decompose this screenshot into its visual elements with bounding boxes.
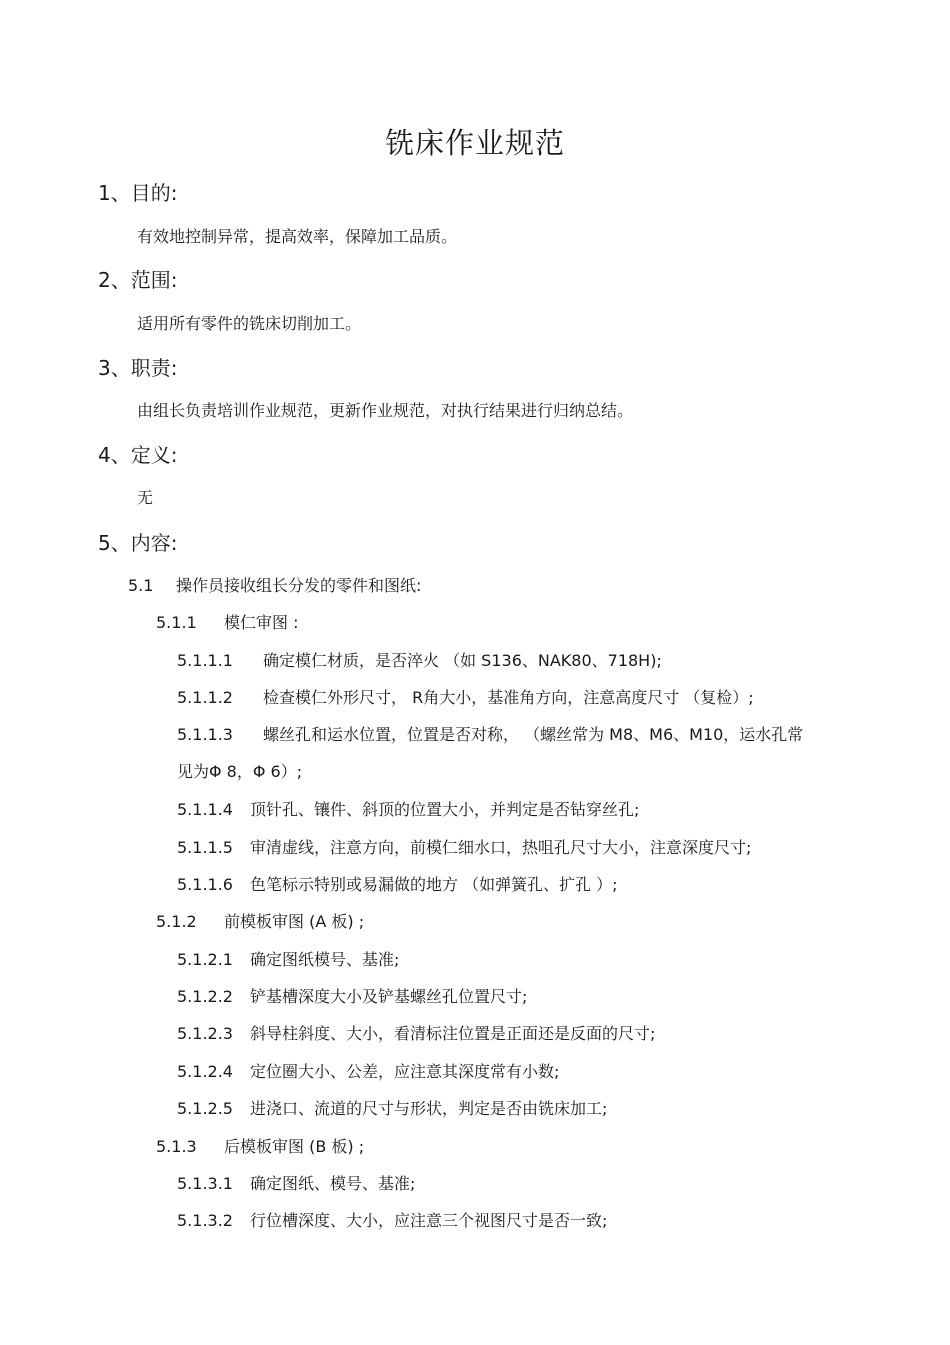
clause-5-1-2-5	[177, 1097, 607, 1121]
clause-5-1-3-2	[177, 1209, 607, 1233]
clause-number: 5.1.2	[156, 912, 197, 931]
clause-text: 色笔标示特别或易漏做的地方 （如弹簧孔、扩孔 ）;	[250, 875, 618, 894]
clause-text: 模仁审图 :	[224, 613, 299, 632]
clause-5-1-3-1	[177, 1172, 415, 1196]
clause-text: 后模板审图 (B 板) ;	[224, 1137, 365, 1156]
clause-text: 铲基槽深度大小及铲基螺丝孔位置尺寸;	[250, 987, 528, 1006]
clause-text: 前模板审图 (A 板) ;	[224, 912, 365, 931]
clause-5-1-1-5	[177, 836, 751, 860]
clause-5-1-1	[156, 611, 298, 635]
clause-number: 5.1.1	[156, 613, 197, 632]
clause-number: 5.1.2.3	[177, 1024, 233, 1043]
clause-number: 5.1.1.1	[177, 651, 233, 670]
clause-number: 5.1.2.2	[177, 987, 233, 1006]
clause-5-1-2	[156, 910, 364, 934]
clause-5-1-2-2	[177, 985, 527, 1009]
section-heading-content: 5、内容:	[98, 531, 178, 555]
clause-5-1-1-3	[177, 723, 803, 747]
clause-number: 5.1.3.2	[177, 1211, 233, 1230]
clause-number: 5.1.1.5	[177, 838, 233, 857]
clause-5-1-1-6	[177, 873, 618, 897]
section-body-scope: 适用所有零件的铣床切削加工。	[137, 314, 362, 333]
document-title: 铣床作业规范	[384, 126, 565, 160]
clause-number: 5.1.3.1	[177, 1174, 233, 1193]
clause-number: 5.1.3	[156, 1137, 197, 1156]
clause-text: 斜导柱斜度、大小，看清标注位置是正面还是反面的尺寸;	[250, 1024, 656, 1043]
clause-5-1-2-4	[177, 1060, 559, 1084]
clause-text: 检查模仁外形尺寸， R角大小，基准角方向，注意高度尺寸 （复检）;	[263, 688, 754, 707]
clause-number: 5.1.1.4	[177, 800, 233, 819]
clause-number: 5.1.1.3	[177, 725, 233, 744]
clause-5-1-2-1	[177, 948, 399, 972]
clause-5-1	[128, 574, 421, 598]
clause-5-1-2-3	[177, 1022, 655, 1046]
section-body-definition: 无	[137, 488, 154, 507]
clause-number: 5.1	[128, 576, 154, 595]
clause-text: 顶针孔、镶件、斜顶的位置大小，并判定是否钻穿丝孔;	[250, 800, 640, 819]
clause-text: 定位圈大小、公差，应注意其深度常有小数;	[250, 1062, 560, 1081]
clause-number: 5.1.2.5	[177, 1099, 233, 1118]
clause-text: 确定图纸模号、基准;	[250, 950, 400, 969]
clause-text: 审清虚线，注意方向，前模仁细水口，热咀孔尺寸大小，注意深度尺寸;	[250, 838, 752, 857]
section-heading-purpose: 1、目的:	[98, 181, 178, 205]
section-heading-definition: 4、定义:	[98, 443, 178, 467]
clause-text: 确定模仁材质，是否淬火 （如 S136、NAK80、718H);	[263, 651, 662, 670]
section-body-purpose: 有效地控制异常，提高效率，保障加工品质。	[137, 227, 458, 246]
clause-text: 行位槽深度、大小，应注意三个视图尺寸是否一致;	[250, 1211, 608, 1230]
clause-text: 确定图纸、模号、基准;	[250, 1174, 416, 1193]
clause-number: 5.1.1.6	[177, 875, 233, 894]
clause-number: 5.1.2.1	[177, 950, 233, 969]
section-body-responsibility: 由组长负责培训作业规范，更新作业规范，对执行结果进行归纳总结。	[137, 401, 634, 420]
clause-5-1-1-4	[177, 798, 639, 822]
clause-text: 螺丝孔和运水位置，位置是否对称， （螺丝常为 M8、M6、M10，运水孔常	[263, 725, 804, 744]
clause-5-1-3	[156, 1135, 364, 1159]
clause-text: 操作员接收组长分发的零件和图纸:	[176, 576, 422, 595]
clause-number: 5.1.2.4	[177, 1062, 233, 1081]
clause-5-1-1-1	[177, 649, 662, 673]
section-heading-scope: 2、范围:	[98, 268, 178, 292]
clause-text: 进浇口、流道的尺寸与形状，判定是否由铣床加工;	[250, 1099, 608, 1118]
section-heading-responsibility: 3、职责:	[98, 356, 178, 380]
clause-number: 5.1.1.2	[177, 688, 233, 707]
clause-5-1-1-3-continuation: 见为Φ 8，Φ 6）;	[177, 762, 303, 781]
clause-5-1-1-2	[177, 686, 754, 710]
